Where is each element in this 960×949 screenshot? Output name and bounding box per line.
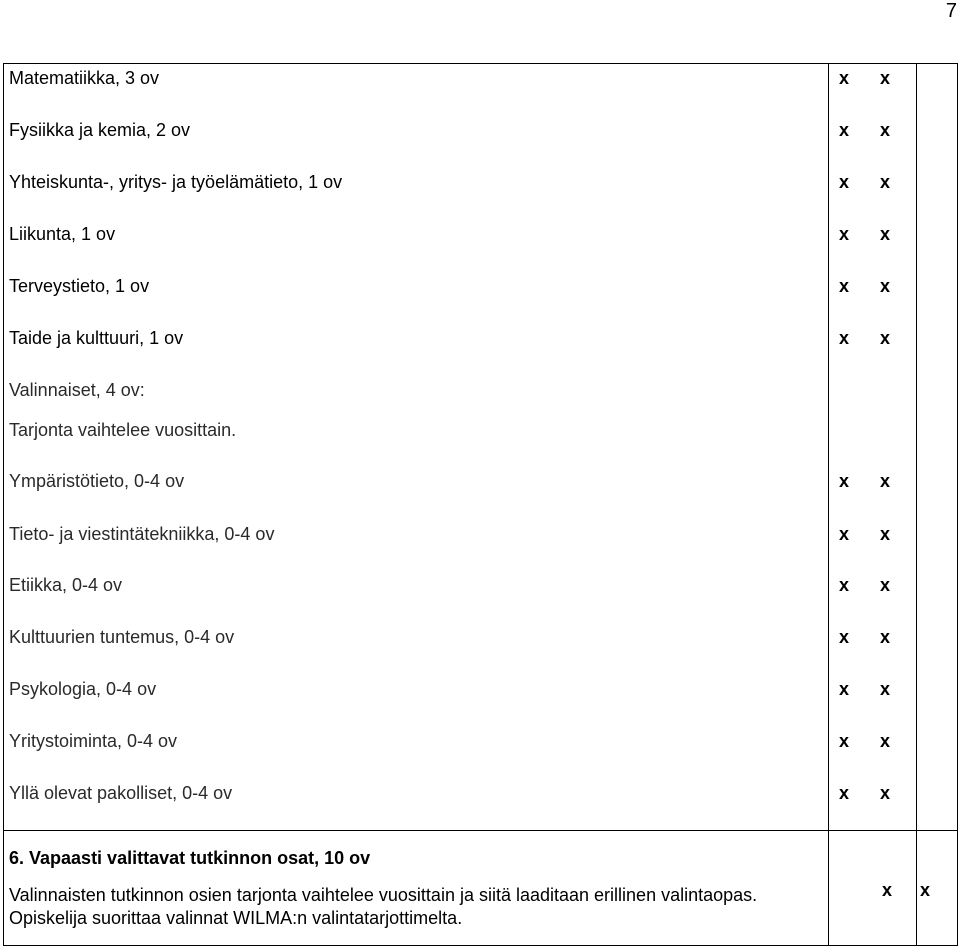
elective-row-5: Psykologia, 0-4 ov bbox=[9, 679, 157, 699]
curriculum-table bbox=[3, 63, 958, 946]
mark-col1: x bbox=[838, 524, 849, 544]
mark-col1: x bbox=[838, 575, 849, 595]
mark-col2: x bbox=[879, 731, 890, 751]
mark-col1: x bbox=[838, 68, 849, 88]
elective-row-6: Yritystoiminta, 0-4 ov bbox=[9, 731, 178, 751]
mark-col2: x bbox=[879, 276, 890, 296]
section6-mark-col2: x bbox=[920, 880, 931, 900]
elective-row-7: Yllä olevat pakolliset, 0-4 ov bbox=[9, 783, 233, 803]
mark-col1: x bbox=[838, 731, 849, 751]
mark-col2: x bbox=[879, 120, 890, 140]
subject-row-3: Yhteiskunta-, yritys- ja työelämätieto, 1 ov bbox=[9, 172, 343, 192]
mark-col1: x bbox=[838, 276, 849, 296]
mark-col2: x bbox=[879, 627, 890, 647]
elective-row-1: Ympäristötieto, 0-4 ov bbox=[9, 471, 185, 491]
section6-description: Valinnaisten tutkinnon osien tarjonta vaihtelee vuosittain ja siitä laaditaan erillinen valintaopas. Opiskelija suorittaa valinnat WILMA:n valintatarjottimelta. bbox=[9, 885, 758, 928]
mark-col1: x bbox=[838, 783, 849, 803]
mark-col1: x bbox=[838, 172, 849, 192]
page-number: 7 bbox=[945, 0, 957, 22]
mark-col1: x bbox=[838, 471, 849, 491]
mark-col2: x bbox=[879, 172, 890, 192]
section6-title: 6. Vapaasti valittavat tutkinnon osat, 10 ov bbox=[9, 848, 371, 868]
mark-col2: x bbox=[879, 471, 890, 491]
mark-col2: x bbox=[879, 575, 890, 595]
elective-row-4: Kulttuurien tuntemus, 0-4 ov bbox=[9, 627, 235, 647]
subject-row-4: Liikunta, 1 ov bbox=[9, 224, 116, 244]
subject-row-6: Taide ja kulttuuri, 1 ov bbox=[9, 328, 184, 348]
mark-col2: x bbox=[879, 524, 890, 544]
mark-col2: x bbox=[879, 783, 890, 803]
elective-row-3: Etiikka, 0-4 ov bbox=[9, 575, 123, 595]
mark-col2: x bbox=[879, 68, 890, 88]
subject-row-2: Fysiikka ja kemia, 2 ov bbox=[9, 120, 191, 140]
mark-col1: x bbox=[838, 328, 849, 348]
subject-row-1: Matematiikka, 3 ov bbox=[9, 68, 160, 88]
mark-col1: x bbox=[838, 224, 849, 244]
subject-row-5: Terveystieto, 1 ov bbox=[9, 276, 150, 296]
mark-col1: x bbox=[838, 120, 849, 140]
mark-col1: x bbox=[838, 627, 849, 647]
electives-heading: Valinnaiset, 4 ov: bbox=[9, 380, 145, 400]
mark-col2: x bbox=[879, 224, 890, 244]
mark-col1: x bbox=[838, 679, 849, 699]
mark-col2: x bbox=[879, 328, 890, 348]
elective-row-2: Tieto- ja viestintätekniikka, 0-4 ov bbox=[9, 524, 275, 544]
electives-note: Tarjonta vaihtelee vuosittain. bbox=[9, 420, 237, 440]
mark-col2: x bbox=[879, 679, 890, 699]
section6-mark-col1: x bbox=[882, 880, 893, 900]
